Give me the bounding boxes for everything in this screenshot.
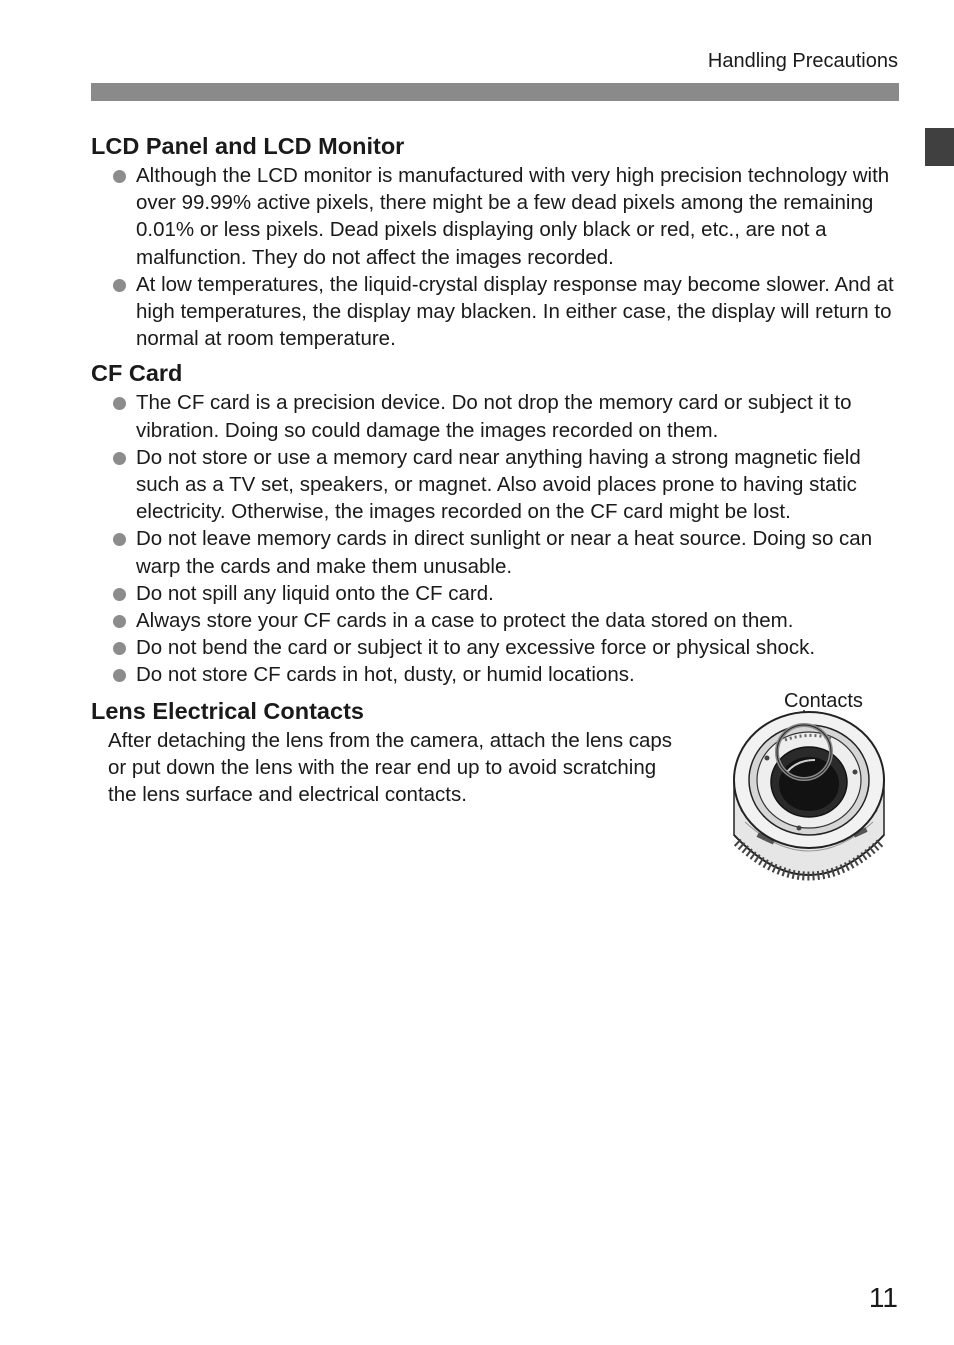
list-item: Always store your CF cards in a case to protect the data stored on them. (91, 607, 899, 634)
contacts-label: Contacts (784, 689, 863, 712)
section-cf-card (91, 358, 899, 688)
bullet-icon (113, 452, 126, 465)
bullet-icon (113, 170, 126, 183)
lens-figure (727, 690, 897, 920)
section-title-lcd: LCD Panel and LCD Monitor (91, 133, 405, 159)
section-lcd-panel (91, 131, 899, 352)
section-title-lens: Lens Electrical Contacts (91, 697, 364, 724)
list-item: Do not leave memory cards in direct sunlight or near a heat source. Doing so can warp the cards and make them unusable. (91, 525, 899, 579)
page-content (91, 131, 899, 808)
bullet-icon (113, 279, 126, 292)
bullet-icon (113, 615, 126, 628)
bullet-icon (113, 669, 126, 682)
cf-bullet-list (91, 389, 899, 688)
lens-instructions: After detaching the lens from the camera, attach the lens caps or put down the lens with the rear end up to avoid scratching the lens surface and electrical contacts. (108, 728, 673, 807)
bullet-icon (113, 397, 126, 410)
bullet-icon (113, 588, 126, 601)
lcd-bullet-list (91, 162, 899, 352)
bullet-icon (113, 533, 126, 546)
section-lens-contacts (91, 689, 899, 809)
chapter-thumb-tab (925, 128, 954, 166)
list-item: Although the LCD monitor is manufactured with very high precision technology with over 99.99% active pixels, there might be a few dead pixels among the remaining 0.01% or less pixels. Dead pixels displaying only black or red, etc., are not a malfunction. They do not affect the images recorded. (91, 162, 899, 271)
page-number: 11 (868, 1282, 898, 1313)
list-item: Do not store CF cards in hot, dusty, or humid locations. (91, 661, 899, 688)
section-title-cf: CF Card (91, 360, 183, 387)
lens-rear-illustration-icon (727, 710, 897, 915)
running-header-title: Handling Precautions (707, 50, 898, 72)
header-rule-bar (91, 83, 899, 101)
bullet-icon (113, 642, 126, 655)
list-item: At low temperatures, the liquid-crystal display response may become slower. And at high temperatures, the display may blacken. In either case, the display will return to normal at room temperature. (91, 271, 899, 353)
list-item: Do not bend the card or subject it to any excessive force or physical shock. (91, 634, 899, 661)
list-item: Do not store or use a memory card near anything having a strong magnetic field such as a TV set, speakers, or magnet. Also avoid places prone to having static electricity. Otherwise, the images recorded on the CF card might be lost. (91, 444, 899, 526)
list-item: The CF card is a precision device. Do not drop the memory card or subject it to vibration. Doing so could damage the images recorded on them. (91, 389, 899, 443)
list-item: Do not spill any liquid onto the CF card. (91, 580, 899, 607)
